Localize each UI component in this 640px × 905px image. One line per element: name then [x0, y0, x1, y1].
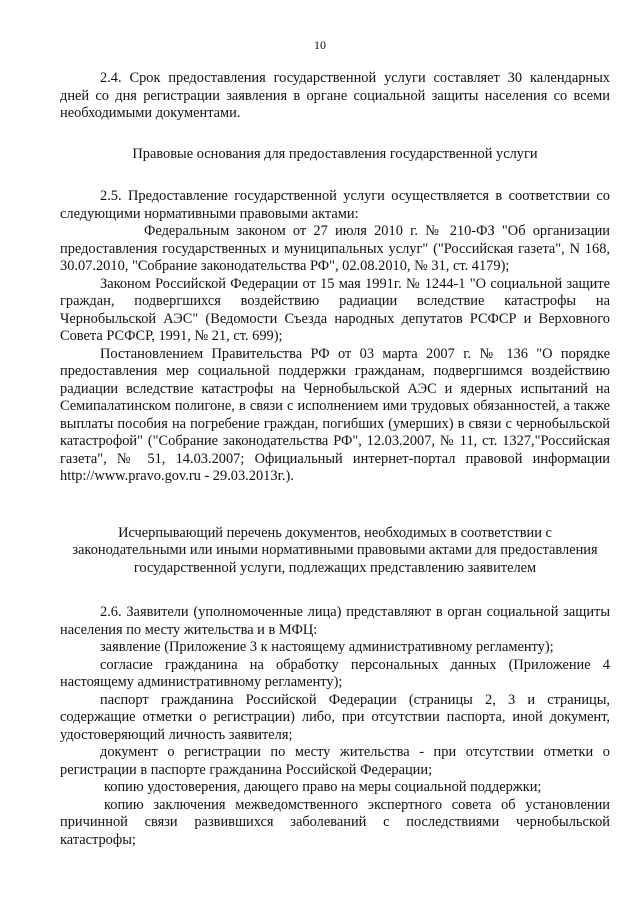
- paragraph-2-4: 2.4. Срок предоставления государственной услуги составляет 30 календарных дней со дня регистрации заявления в органе социальной защиты населения со всеми необходимыми документами.: [60, 70, 610, 121]
- list-item-expert-conclusion: копию заключения межведомственного экспертного совета об установлении причинной связи развившихся заболеваний с последствиями чернобыльской катастрофы;: [60, 796, 610, 848]
- list-item-registration-document: документ о регистрации по месту жительства - при отсутствии отметки о регистрации в паспорте гражданина Российской Федерации;: [60, 744, 610, 778]
- paragraph-2-6: 2.6. Заявители (уполномоченные лица) представляют в орган социальной защиты населения по месту жительства и в МФЦ:: [60, 604, 610, 638]
- list-item-certificate-copy: копию удостоверения, дающего право на меры социальной поддержки;: [104, 779, 542, 795]
- document-body: [60, 70, 610, 849]
- paragraph-government-decree: Постановлением Правительства РФ от 03 марта 2007 г. № 136 "О порядке предоставления мер социальной поддержки гражданам, подвергшимся воздействию радиации вследствие катастрофы на Чернобыльской АЭС и ядерных испытаний на Семипалатинском полигоне, в связи с исполнением ими трудовых обязанностей, а также выплаты пособия на погребение граждан, погибших (умерших) в связи с чернобыльской катастрофой" ("Собрание законодательства РФ", 12.03.2007, № 11, ст. 1327,"Российская газета", № 51, 14.03.2007; Официальный интернет-портал правовой информации http://www.pravo.gov.ru - 29.03.2013г.).: [60, 345, 610, 484]
- list-item-passport: паспорт гражданина Российской Федерации (страницы 2, 3 и страницы, содержащие отметки о регистрации) либо, при отсутствии паспорта, иной документ, удостоверяющий личность заявителя;: [60, 691, 610, 743]
- paragraph-federal-law: Федеральным законом от 27 июля 2010 г. № 210-ФЗ "Об организации предоставления государственных и муниципальных услуг" ("Российская газета", N 168, 30.07.2010, "Собрание законодательства РФ", 02.08.2010, № 31, ст. 4179);: [60, 223, 610, 274]
- paragraph-2-5: 2.5. Предоставление государственной услуги осуществляется в соответствии со следующими нормативными правовыми актами:: [60, 188, 610, 222]
- list-item-application: заявление (Приложение 3 к настоящему административному регламенту);: [100, 639, 554, 655]
- section-heading-legal-basis: Правовые основания для предоставления государственной услуги: [132, 145, 538, 162]
- list-item-consent: согласие гражданина на обработку персональных данных (Приложение 4 настоящему административному регламенту);: [60, 656, 610, 690]
- paragraph-rf-law: Законом Российской Федерации от 15 мая 1991г. № 1244-1 "О социальной защите граждан, подвергшихся воздействию радиации вследствие катастрофы на Чернобыльской АЭС" (Ведомости Съезда народных депутатов РСФСР и Верховного Совета РСФСР, 1991, № 21, ст. 699);: [60, 275, 610, 344]
- section-heading-documents-list: Исчерпывающий перечень документов, необходимых в соответствии с законодательными или иными нормативными правовыми актами для предоставления государственной услуги, подлежащих представлению заявителем: [72, 524, 598, 576]
- page-number: 10: [314, 38, 326, 52]
